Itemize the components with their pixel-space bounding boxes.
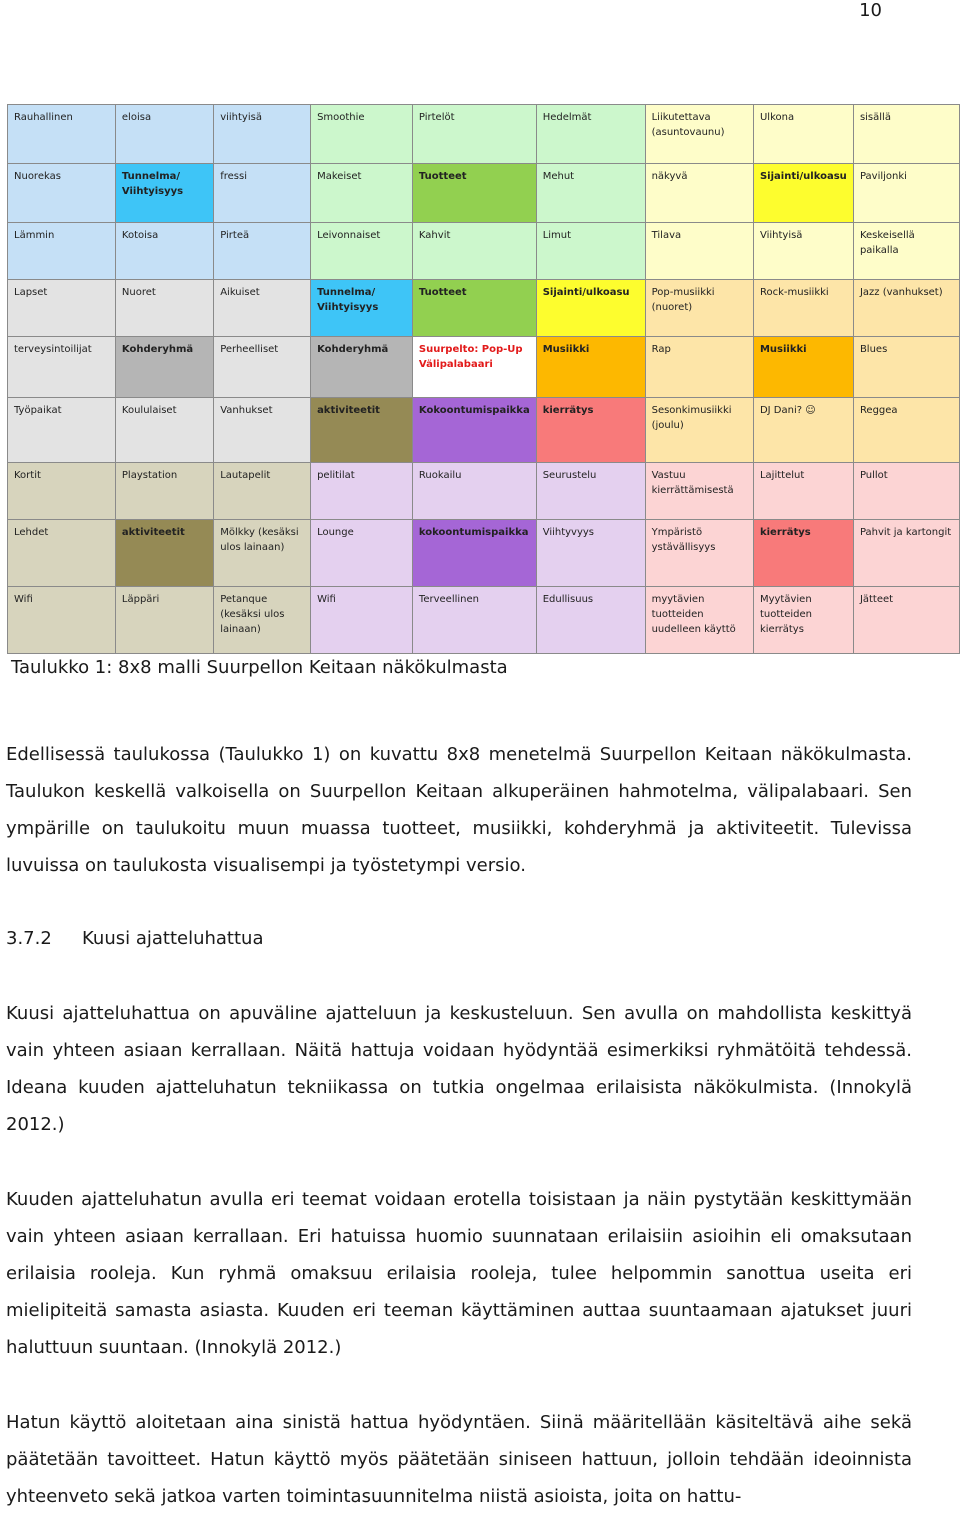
table-cell: Tuotteet xyxy=(412,280,536,337)
table-cell: näkyvä xyxy=(645,164,753,223)
table-cell: kierrätys xyxy=(536,398,645,463)
table-cell: Tilava xyxy=(645,223,753,280)
table-row xyxy=(8,520,960,587)
table-cell: Playstation xyxy=(115,463,213,520)
table-cell: Sesonkimusiikki (joulu) xyxy=(645,398,753,463)
table-row xyxy=(8,223,960,280)
table-cell: Suurpelto: Pop-Up Välipalabaari xyxy=(412,337,536,398)
table-cell: eloisa xyxy=(115,105,213,164)
table-cell: Liikutettava (asuntovaunu) xyxy=(645,105,753,164)
table-cell: DJ Dani? ☺ xyxy=(753,398,853,463)
table-cell: Hedelmät xyxy=(536,105,645,164)
table-cell: Kortit xyxy=(8,463,116,520)
table-cell: Mehut xyxy=(536,164,645,223)
table-cell: Kahvit xyxy=(412,223,536,280)
table-cell: Ruokailu xyxy=(412,463,536,520)
table-cell: Lehdet xyxy=(8,520,116,587)
table-row xyxy=(8,337,960,398)
table-cell: Mölkky (kesäksi ulos lainaan) xyxy=(214,520,311,587)
table-row xyxy=(8,398,960,463)
table-cell: Rauhallinen xyxy=(8,105,116,164)
table-cell: terveysintoilijat xyxy=(8,337,116,398)
table-cell: Paviljonki xyxy=(853,164,959,223)
table-row xyxy=(8,164,960,223)
table-cell: Musiikki xyxy=(753,337,853,398)
table-cell: Tunnelma/ Viihtyisyys xyxy=(311,280,413,337)
table-cell: Kokoontumispaikka xyxy=(412,398,536,463)
table-cell: Lautapelit xyxy=(214,463,311,520)
table-cell: kierrätys xyxy=(753,520,853,587)
table-cell: Työpaikat xyxy=(8,398,116,463)
table-cell: Ympäristö ystävällisyys xyxy=(645,520,753,587)
table-cell: Jätteet xyxy=(853,587,959,654)
table-cell: Petanque (kesäksi ulos lainaan) xyxy=(214,587,311,654)
table-cell: Ulkona xyxy=(753,105,853,164)
table-cell: kokoontumispaikka xyxy=(412,520,536,587)
table-cell: Aikuiset xyxy=(214,280,311,337)
table-row xyxy=(8,105,960,164)
table-cell: Nuoret xyxy=(115,280,213,337)
table-cell: Lämmin xyxy=(8,223,116,280)
body-paragraph-4: Hatun käyttö aloitetaan aina sinistä hattua hyödyntäen. Siinä määritellään käsiteltävä aihe sekä päätetään tavoitteet. Hatun käyttö myös päätetään siniseen hattuun, jolloin tehdään ideoinnista yhteenveto sekä jatkoa varten toimintasuunnitelma niistä asioista, joita on hattu- xyxy=(6,1412,912,1507)
table-cell: Smoothie xyxy=(311,105,413,164)
table-cell: Musiikki xyxy=(536,337,645,398)
table-cell: Leivonnaiset xyxy=(311,223,413,280)
table-cell: Makeiset xyxy=(311,164,413,223)
table-cell: Pirtelöt xyxy=(412,105,536,164)
table-cell: Lounge xyxy=(311,520,413,587)
table-cell: Myytävien tuotteiden kierrätys xyxy=(753,587,853,654)
table-cell: Kotoisa xyxy=(115,223,213,280)
table-cell: Terveellinen xyxy=(412,587,536,654)
table-cell: Rock-musiikki xyxy=(753,280,853,337)
page-number: 10 xyxy=(859,0,882,21)
table-cell: Vastuu kierrättämisestä xyxy=(645,463,753,520)
table-cell: sisällä xyxy=(853,105,959,164)
table-caption: Taulukko 1: 8x8 malli Suurpellon Keitaan näkökulmasta xyxy=(11,657,508,678)
table-row xyxy=(8,463,960,520)
table-cell: Rap xyxy=(645,337,753,398)
section-heading xyxy=(6,923,263,955)
table-cell: Tunnelma/ Viihtyisyys xyxy=(115,164,213,223)
table-cell: Viihtyisä xyxy=(753,223,853,280)
table-cell: Kohderyhmä xyxy=(311,337,413,398)
table-cell: Limut xyxy=(536,223,645,280)
table-cell: Vanhukset xyxy=(214,398,311,463)
table-cell: fressi xyxy=(214,164,311,223)
table-cell: Nuorekas xyxy=(8,164,116,223)
section-title: Kuusi ajatteluhattua xyxy=(82,928,264,949)
table-cell: Kohderyhmä xyxy=(115,337,213,398)
table-cell: viihtyisä xyxy=(214,105,311,164)
table-cell: Lajittelut xyxy=(753,463,853,520)
body-paragraph-1: Edellisessä taulukossa (Taulukko 1) on kuvattu 8x8 menetelmä Suurpellon Keitaan näkökulmasta. Taulukon keskellä valkoisella on Suurpellon Keitaan alkuperäinen hahmotelma, välipalabaari. Sen ympärille on taulukoitu muun muassa tuotteet, musiikki, kohderyhmä ja aktiviteetit. Tulevissa luvuissa on taulukosta visualisempi ja työstetympi versio. xyxy=(6,744,912,876)
table-cell: Pop-musiikki (nuoret) xyxy=(645,280,753,337)
table-cell: Sijainti/ulkoasu xyxy=(536,280,645,337)
brainstorm-8x8-table xyxy=(7,104,960,654)
table-cell: Wifi xyxy=(8,587,116,654)
table-cell: Pirteä xyxy=(214,223,311,280)
table-cell: myytävien tuotteiden uudelleen käyttö xyxy=(645,587,753,654)
table-cell: Läppäri xyxy=(115,587,213,654)
table-cell: Blues xyxy=(853,337,959,398)
section-number: 3.7.2 xyxy=(6,928,52,949)
table-cell: Keskeisellä paikalla xyxy=(853,223,959,280)
table-cell: Perheelliset xyxy=(214,337,311,398)
table-cell: Edullisuus xyxy=(536,587,645,654)
table-cell: Viihtyvyys xyxy=(536,520,645,587)
table-cell: Koululaiset xyxy=(115,398,213,463)
table-row xyxy=(8,280,960,337)
table-cell: Lapset xyxy=(8,280,116,337)
table-cell: pelitilat xyxy=(311,463,413,520)
table-cell: aktiviteetit xyxy=(311,398,413,463)
table-cell: Jazz (vanhukset) xyxy=(853,280,959,337)
table-cell: Wifi xyxy=(311,587,413,654)
table-cell: Sijainti/ulkoasu xyxy=(753,164,853,223)
table-cell: aktiviteetit xyxy=(115,520,213,587)
table-cell: Seurustelu xyxy=(536,463,645,520)
table-cell: Pullot xyxy=(853,463,959,520)
table-cell: Reggea xyxy=(853,398,959,463)
table-cell: Pahvit ja kartongit xyxy=(853,520,959,587)
table-cell: Tuotteet xyxy=(412,164,536,223)
body-paragraph-3: Kuuden ajatteluhatun avulla eri teemat voidaan erotella toisistaan ja näin pystytään keskittymään vain yhteen asiaan kerrallaan. Eri hatuissa huomio suunnataan erilaisiin asioihin eli omaksutaan erilaisia rooleja. Kun ryhmä omaksuu erilaisia rooleja, tulee helpommin sanottua useita eri mielipiteitä samasta asiasta. Kuuden eri teeman käyttäminen auttaa suuntaamaan ajatukset juuri haluttuun suuntaan. (Innokylä 2012.) xyxy=(6,1189,912,1358)
body-paragraph-2: Kuusi ajatteluhattua on apuväline ajatteluun ja keskusteluun. Sen avulla on mahdollista keskittyä vain yhteen asiaan kerrallaan. Näitä hattuja voidaan hyödyntää esimerkiksi ryhmätöitä tehdessä. Ideana kuuden ajatteluhatun tekniikassa on tutkia ongelmaa erilaisista näkökulmista. (Innokylä 2012.) xyxy=(6,1003,912,1135)
table-row xyxy=(8,587,960,654)
